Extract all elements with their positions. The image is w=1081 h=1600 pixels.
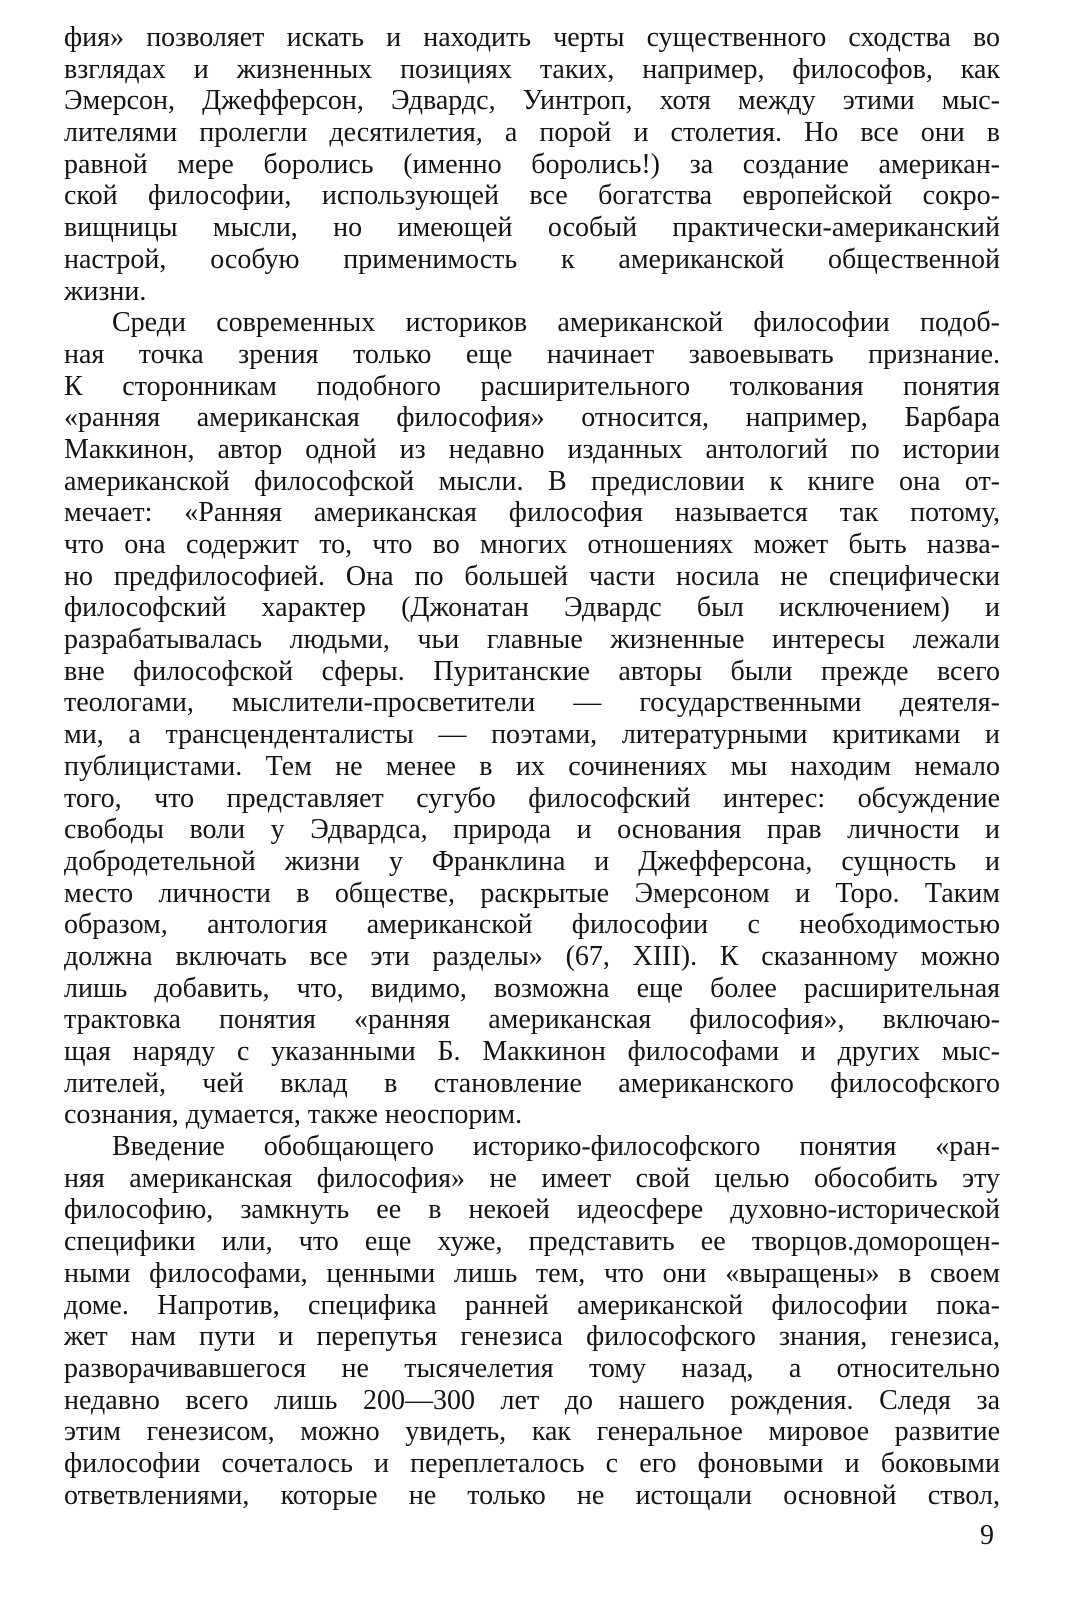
text-line: ответвлениями, которые не только не истощали основной ствол,	[64, 1479, 1000, 1511]
text-line: Эмерсон, Джефферсон, Эдвардс, Уинтроп, хотя между этими мыс-	[64, 85, 1000, 117]
text-line: настрой, особую применимость к американской общественной	[64, 243, 1000, 275]
text-line: сознания, думается, также неоспорим.	[64, 1099, 523, 1131]
text-line: лителей, чей вклад в становление американского философского	[64, 1067, 1000, 1099]
text-line: Маккинон, автор одной из недавно изданных антологий по истории	[64, 433, 1000, 465]
text-line: разрабатывалась людьми, чьи главные жизненные интересы лежали	[64, 624, 1000, 656]
text-line: мечает: «Ранняя американская философия называется так потому,	[64, 497, 1000, 529]
text-line: того, что представляет сугубо философский интерес: обсуждение	[64, 782, 1000, 814]
paragraph-1	[64, 22, 1000, 307]
text-line: специфики или, что еще хуже, представить ее творцов.доморощен-	[64, 1226, 1000, 1258]
text-line: жизни.	[64, 275, 147, 307]
text-line: философию, замкнуть ее в некоей идеосфере духовно-исторической	[64, 1194, 1000, 1226]
text-line: философский характер (Джонатан Эдвардс был исключением) и	[64, 592, 1000, 624]
text-line: лителями пролегли десятилетия, а порой и столетия. Но все они в	[64, 117, 1000, 149]
text-line: образом, антология американской философии с необходимостью	[64, 909, 1000, 941]
text-line: ми, а трансценденталисты — поэтами, литературными критиками и	[64, 719, 1000, 751]
text-line: вищницы мысли, но имеющей особый практически-американский	[64, 212, 1000, 244]
text-line: вне философской сферы. Пуританские авторы были прежде всего	[64, 655, 1000, 687]
text-line: американской философской мысли. В предисловии к книге она от-	[64, 465, 1000, 497]
text-line: трактовка понятия «ранняя американская философия», включаю-	[64, 1004, 1000, 1036]
text-line: ными философами, ценными лишь тем, что они «выращены» в своем	[64, 1257, 1000, 1289]
page-number: 9	[980, 1520, 994, 1551]
text-line: «ранняя американская философия» относится, например, Барбара	[64, 402, 1000, 434]
text-line: фия» позволяет искать и находить черты существенного сходства во	[64, 22, 1000, 53]
text-line: что она содержит то, что во многих отношениях может быть назва-	[64, 529, 1000, 560]
text-line: равной мере боролись (именно боролись!) за создание американ-	[64, 148, 1000, 180]
text-line: философии сочеталось и переплеталось с его фоновыми и боковыми	[64, 1447, 1000, 1479]
text-line: ской философии, использующей все богатства европейской сокро-	[64, 180, 1000, 212]
text-line: разворачивавшегося не тысячелетия тому назад, а относительно	[64, 1352, 1000, 1384]
text-line: добродетельной жизни у Франклина и Джефферсона, сущность и	[64, 845, 1000, 877]
text-line: доме. Напротив, специфика ранней американской философии пока-	[64, 1289, 1000, 1321]
text-line: взглядах и жизненных позициях таких, например, философов, как	[64, 53, 1000, 85]
paragraph-2	[64, 307, 1000, 1131]
paragraph-3	[64, 1131, 1000, 1511]
text-line: К сторонникам подобного расширительного толкования понятия	[64, 370, 1000, 402]
text-line: Введение обобщающего историко-философского понятия «ран-	[112, 1131, 1000, 1163]
text-line: щая наряду с указанными Б. Маккинон философами и других мыс-	[64, 1036, 1000, 1067]
text-line: няя американская философия» не имеет свой целью обособить эту	[64, 1162, 1000, 1194]
text-line: теологами, мыслители-просветители — государственными деятеля-	[64, 687, 1000, 719]
text-line: лишь добавить, что, видимо, возможна еще более расширительная	[64, 972, 1000, 1004]
text-line: Среди современных историков американской философии подоб-	[112, 307, 1000, 339]
text-line: но предфилософией. Она по большей части носила не специфически	[64, 560, 1000, 592]
text-line: свободы воли у Эдвардса, природа и основания прав личности и	[64, 814, 1000, 846]
text-line: недавно всего лишь 200—300 лет до нашего рождения. Следя за	[64, 1384, 1000, 1416]
text-line: жет нам пути и перепутья генезиса философского знания, генезиса,	[64, 1321, 1000, 1353]
text-line: этим генезисом, можно увидеть, как генеральное мировое развитие	[64, 1416, 1000, 1448]
text-line: ная точка зрения только еще начинает завоевывать признание.	[64, 338, 1000, 370]
book-page-text	[64, 22, 1000, 1511]
text-line: должна включать все эти разделы» (67, XIII). К сказанному можно	[64, 940, 1000, 972]
text-line: место личности в обществе, раскрытые Эмерсоном и Торо. Таким	[64, 877, 1000, 909]
text-line: публицистами. Тем не менее в их сочинениях мы находим немало	[64, 750, 1000, 782]
